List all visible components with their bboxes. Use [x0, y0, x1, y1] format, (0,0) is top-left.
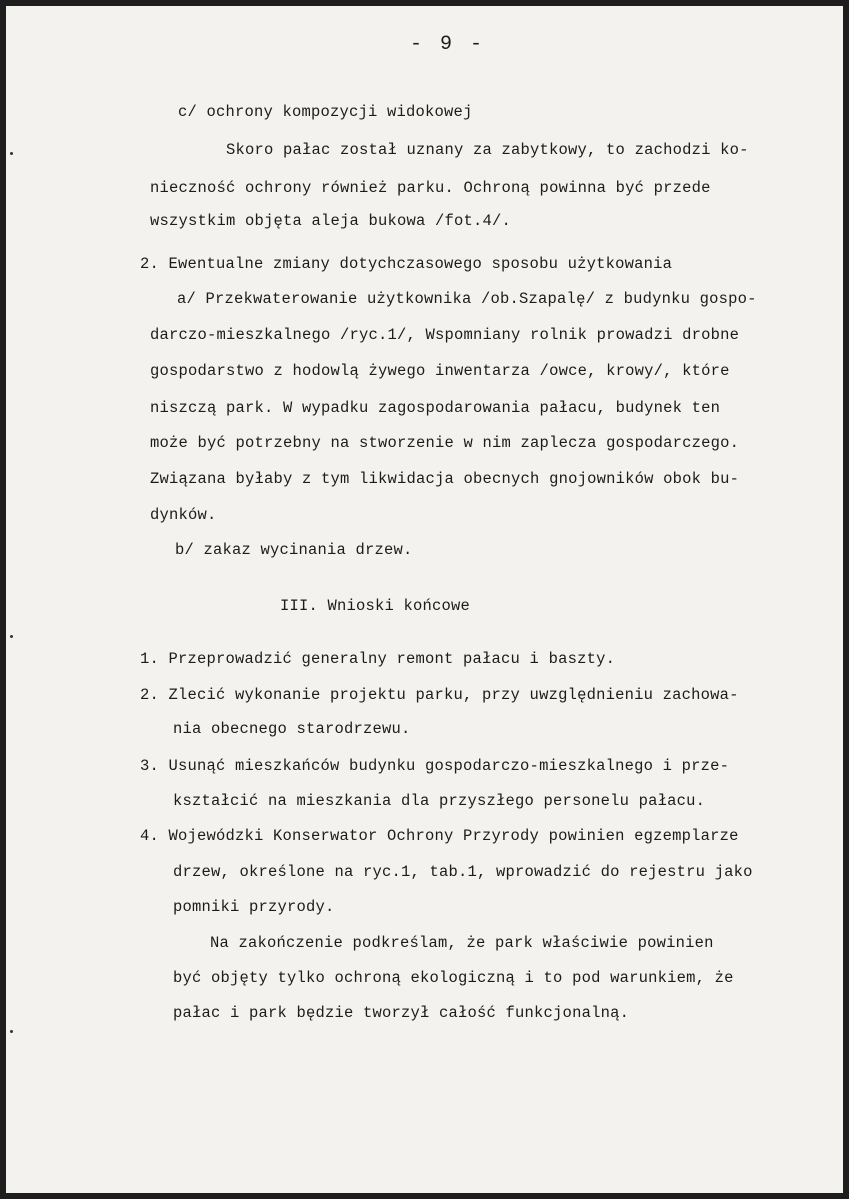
text-line: nieczność ochrony również parku. Ochroną powinna być przede: [150, 179, 711, 197]
text-line: c/ ochrony kompozycji widokowej: [178, 103, 473, 121]
text-line: pałac i park będzie tworzył całość funkcjonalną.: [173, 1004, 630, 1022]
text-line: nia obecnego starodrzewu.: [173, 720, 411, 738]
text-line: Skoro pałac został uznany za zabytkowy, to zachodzi ko-: [226, 141, 749, 159]
margin-speck: [10, 635, 13, 638]
text-line: być objęty tylko ochroną ekologiczną i to pod warunkiem, że: [173, 969, 734, 987]
text-line: b/ zakaz wycinania drzew.: [175, 541, 413, 559]
text-line: Związana byłaby z tym likwidacja obecnych gnojowników obok bu-: [150, 470, 740, 488]
text-line: a/ Przekwaterowanie użytkownika /ob.Szapalę/ z budynku gospo-: [177, 290, 757, 308]
text-line: wszystkim objęta aleja bukowa /fot.4/.: [150, 212, 512, 230]
section-heading: III. Wnioski końcowe: [280, 597, 471, 615]
text-line: 4. Wojewódzki Konserwator Ochrony Przyrody powinien egzemplarze: [140, 827, 739, 845]
margin-speck: [10, 1030, 13, 1033]
text-line: darczo-mieszkalnego /ryc.1/, Wspomniany rolnik prowadzi drobne: [150, 326, 740, 344]
page-number: - 9 -: [410, 33, 486, 56]
text-line: gospodarstwo z hodowlą żywego inwentarza /owce, krowy/, które: [150, 362, 730, 380]
text-line: kształcić na mieszkania dla przyszłego personelu pałacu.: [173, 792, 706, 810]
margin-speck: [10, 152, 13, 155]
text-line: 2. Zlecić wykonanie projektu parku, przy uwzględnieniu zachowa-: [140, 686, 739, 704]
text-line: niszczą park. W wypadku zagospodarowania pałacu, budynek ten: [150, 399, 721, 417]
text-line: 1. Przeprowadzić generalny remont pałacu i baszty.: [140, 650, 616, 668]
text-line: Na zakończenie podkreślam, że park właściwie powinien: [210, 934, 714, 952]
text-line: dynków.: [150, 506, 217, 524]
text-line: 3. Usunąć mieszkańców budynku gospodarczo-mieszkalnego i prze-: [140, 757, 730, 775]
text-line: pomniki przyrody.: [173, 898, 335, 916]
text-line: może być potrzebny na stworzenie w nim zaplecza gospodarczego.: [150, 434, 740, 452]
text-line: 2. Ewentualne zmiany dotychczasowego sposobu użytkowania: [140, 255, 673, 273]
text-line: drzew, określone na ryc.1, tab.1, wprowadzić do rejestru jako: [173, 863, 753, 881]
